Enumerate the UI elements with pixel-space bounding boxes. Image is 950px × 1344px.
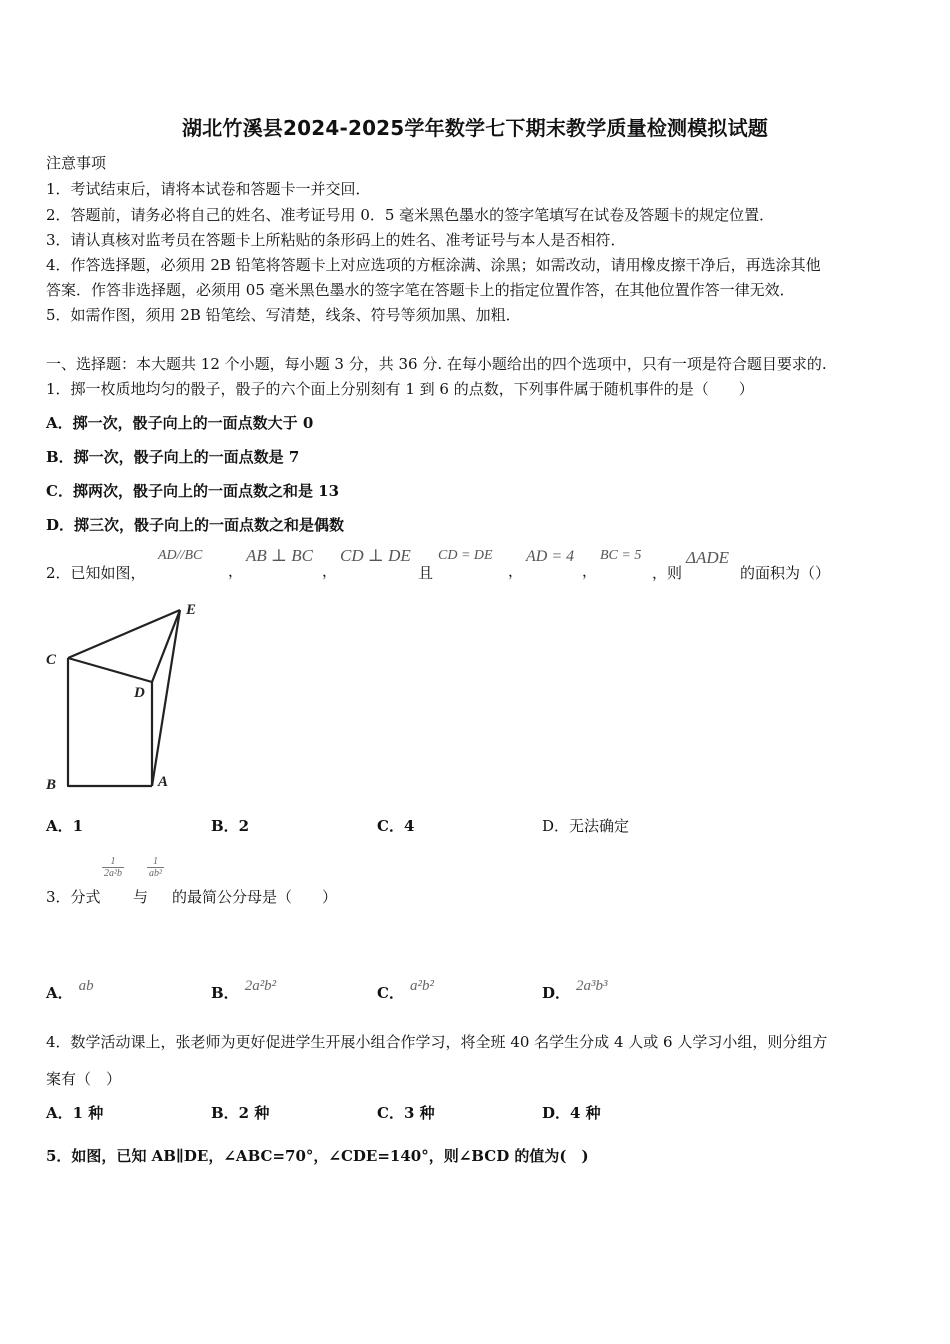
q3-option-a-math: ab — [78, 978, 94, 994]
notice-item-2: 2．答题前，请务必将自己的姓名、准考证号用 0．5 毫米黑色墨水的签字笔填写在试卷及答题卡的规定位置． — [46, 206, 775, 224]
q1-option-d: D．掷三次，骰子向上的一面点数之和是偶数 — [46, 516, 345, 534]
q2-then: ，则 — [652, 564, 683, 582]
q5-stem: 5．如图，已知 AB∥DE，∠ABC=70°，∠CDE=140°，则∠BCD 的值为( ) — [46, 1147, 589, 1165]
notice-item-3: 3．请认真核对监考员在答题卡上所粘贴的条形码上的姓名、准考证号与本人是否相符． — [46, 231, 626, 249]
q4-option-a: A．1 种 — [46, 1104, 104, 1122]
notice-item-5: 5．如需作图，须用 2B 铅笔绘、写清楚，线条、符号等须加黑、加粗． — [46, 306, 521, 324]
q1-option-c: C．掷两次，骰子向上的一面点数之和是 13 — [46, 482, 340, 500]
q3-option-d-math: 2a³b³ — [576, 978, 608, 994]
q2-sep-3: ， — [508, 562, 524, 580]
q2-sep-2: ， — [322, 562, 338, 580]
q2-math-cd-perp-de: CD ⊥ DE — [340, 546, 411, 565]
q3-option-a — [46, 978, 94, 1003]
q3-option-c-math: a²b² — [409, 978, 434, 994]
q3-option-c-label: C． — [377, 984, 404, 1002]
label-b: B — [46, 777, 57, 793]
q1-option-a: A．掷一次，骰子向上的一面点数大于 0 — [46, 414, 314, 432]
q2-option-c: C．4 — [377, 817, 415, 835]
q3-mid: 与 — [133, 888, 149, 906]
q2-math-ad-eq-4: AD = 4 — [526, 548, 575, 565]
q3-fraction-2 — [147, 856, 164, 879]
q2-option-a: A．1 — [46, 817, 84, 835]
q2-sep-4: ， — [582, 562, 598, 580]
q2-option-d: D．无法确定 — [542, 817, 630, 835]
q2-math-ad-parallel-bc: AD//BC — [158, 548, 203, 563]
notice-heading: 注意事项 — [46, 154, 107, 172]
q2-math-cd-eq-de: CD = DE — [438, 548, 493, 563]
notice-item-4: 4．作答选择题，必须用 2B 铅笔将答题卡上对应选项的方框涂满、涂黑；如需改动，请用橡皮擦干净后，再选涂其他 — [46, 256, 821, 274]
notice-item-4-cont: 答案．作答非选择题，必须用 05 毫米黑色墨水的签字笔在答题卡上的指定位置作答，在其他位置作答一律无效． — [46, 281, 795, 299]
q2-suffix: 的面积为（） — [740, 564, 831, 582]
q1-stem: 1．掷一枚质地均匀的骰子，骰子的六个面上分别刻有 1 到 6 的点数，下列事件属于随机事件的是（ ） — [46, 380, 754, 398]
q2-prefix: 2．已知如图， — [46, 564, 146, 582]
section-heading: 一、选择题：本大题共 12 个小题，每小题 3 分，共 36 分. 在每小题给出的四个选项中，只有一项是符合题目要求的. — [46, 355, 827, 373]
label-c: C — [46, 652, 57, 668]
q4-option-d: D．4 种 — [542, 1104, 601, 1122]
q3-option-c — [377, 978, 434, 1003]
q3-prefix: 3．分式 — [46, 888, 101, 906]
page-title: 湖北竹溪县2024-2025学年数学七下期末教学质量检测模拟试题 — [181, 116, 769, 140]
q3-frac2-num: 1 — [147, 856, 164, 868]
q1-option-b: B．掷一次，骰子向上的一面点数是 7 — [46, 448, 300, 466]
q3-fraction-1 — [102, 856, 124, 879]
q4-stem-line-1: 4．数学活动课上，张老师为更好促进学生开展小组合作学习，将全班 40 名学生分成 4 人或 6 人学习小组，则分组方 — [46, 1033, 828, 1051]
label-e: E — [186, 602, 197, 618]
q3-option-d-label: D． — [542, 984, 571, 1002]
q3-option-b — [211, 978, 277, 1003]
label-d: D — [134, 685, 145, 701]
q2-sep-1: ， — [228, 562, 244, 580]
q4-stem-line-2: 案有（ ） — [46, 1070, 122, 1088]
notice-item-1: 1．考试结束后，请将本试卷和答题卡一并交回． — [46, 180, 371, 198]
q3-suffix: 的最简公分母是（ ） — [172, 888, 338, 906]
q3-frac1-num: 1 — [102, 856, 124, 868]
q3-option-b-math: 2a²b² — [244, 978, 277, 994]
q3-option-a-label: A． — [46, 984, 73, 1002]
q2-math-triangle-ade: ΔADE — [686, 548, 730, 567]
q2-figure — [40, 598, 210, 798]
q2-option-b: B．2 — [211, 817, 250, 835]
q2-math-ab-perp-bc: AB ⊥ BC — [246, 546, 313, 565]
label-a: A — [158, 774, 169, 790]
q4-option-b: B．2 种 — [211, 1104, 270, 1122]
q2-and: 且 — [418, 564, 434, 582]
q3-option-b-label: B． — [211, 984, 239, 1002]
q4-option-c: C．3 种 — [377, 1104, 435, 1122]
q3-option-d — [542, 978, 608, 1003]
q2-math-bc-eq-5: BC = 5 — [600, 548, 642, 563]
q3-frac2-den: ab² — [149, 868, 162, 879]
q3-frac1-den: 2a²b — [104, 868, 122, 879]
